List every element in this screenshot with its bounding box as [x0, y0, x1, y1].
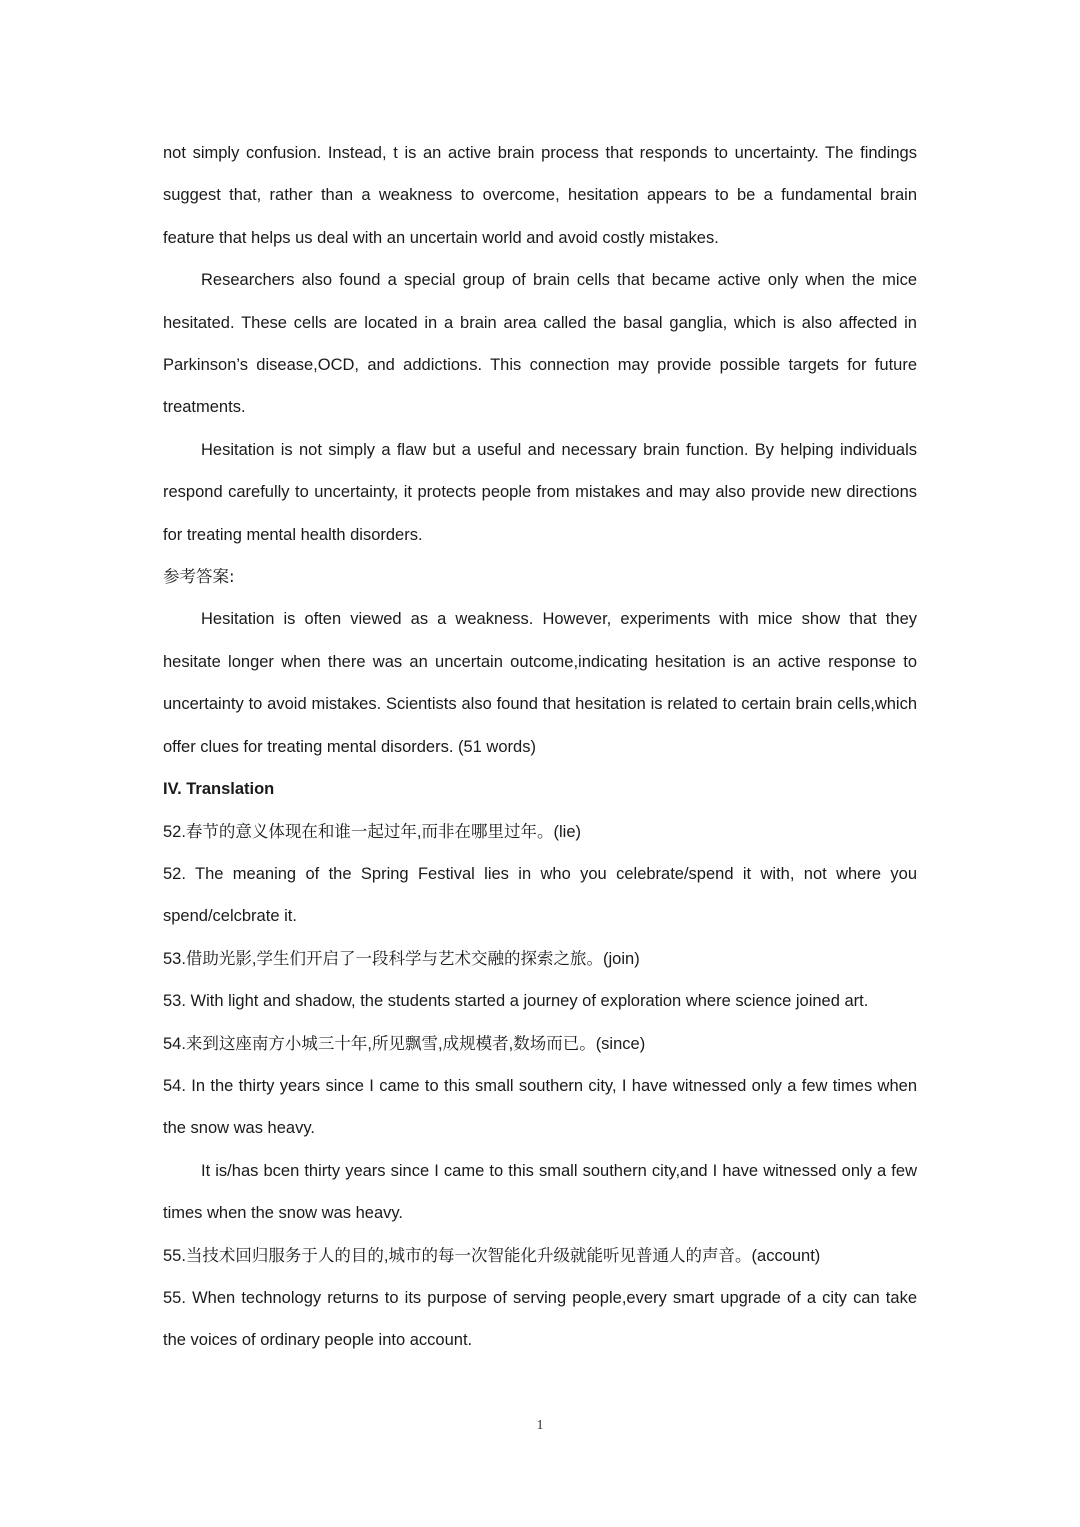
paragraph-conclusion: Hesitation is not simply a flaw but a useful and necessary brain function. By helping individuals respond carefully to uncertainty, it protects people from mistakes and may also provide new directions for treating mental health disorders.: [163, 440, 917, 544]
translation-55-english: 55. When technology returns to its purpose of serving people,every smart upgrade of a city can take the voices of ordinary people into account.: [163, 1288, 917, 1350]
translation-54-english: 54. In the thirty years since I came to this small southern city, I have witnessed only a few times when the snow was heavy.: [163, 1076, 917, 1138]
section-heading-translation: IV. Translation: [163, 780, 275, 799]
translation-53-english: 53. With light and shadow, the students started a journey of exploration where science joined art.: [163, 992, 869, 1011]
paragraph-hesitation-findings: not simply confusion. Instead, t is an active brain process that responds to uncertainty. The findings suggest that, rather than a weakness to overcome, hesitation appears to be a fundamental brain feature that helps us deal with an uncertain world and avoid costly mistakes.: [163, 144, 917, 247]
paragraph-brain-cells: Researchers also found a special group of brain cells that became active only when the mice hesitated. These cells are located in a brain area called the basal ganglia, which is also affected in Parkinson’s disease,OCD, and addictions. This connection may provide possible targets for future treatments.: [163, 271, 917, 417]
translation-52-chinese: 52.春节的意义体现在和谁一起过年,而非在哪里过年。(lie): [163, 822, 582, 841]
translation-55-chinese: 55.当技术回归服务于人的目的,城市的每一次智能化升级就能听见普通人的声音。(account): [163, 1246, 821, 1265]
paragraph-summary-answer: Hesitation is often viewed as a weakness. However, experiments with mice show that they hesitate longer when there was an uncertain outcome,indicating hesitation is an active response to uncertainty to avoid mistakes. Scientists also found that hesitation is related to certain brain cells,which offer clues for treating mental disorders. (51 words): [163, 610, 917, 756]
translation-53-chinese: 53.借助光影,学生们开启了一段科学与艺术交融的探索之旅。(join): [163, 949, 640, 968]
translation-52-english: 52. The meaning of the Spring Festival lies in who you celebrate/spend it with, not where you spend/celcbrate it.: [163, 864, 917, 926]
translation-54-english-alternative: It is/has bcen thirty years since I came to this small southern city,and I have witnessed only a few times when the snow was heavy.: [163, 1161, 917, 1223]
reference-answer-label: 参考答案:: [163, 567, 235, 587]
page-number: 1: [536, 1418, 544, 1433]
translation-54-chinese: 54.来到这座南方小城三十年,所见飘雪,成规模者,数场而已。(since): [163, 1034, 646, 1053]
document-body: [163, 132, 917, 1362]
